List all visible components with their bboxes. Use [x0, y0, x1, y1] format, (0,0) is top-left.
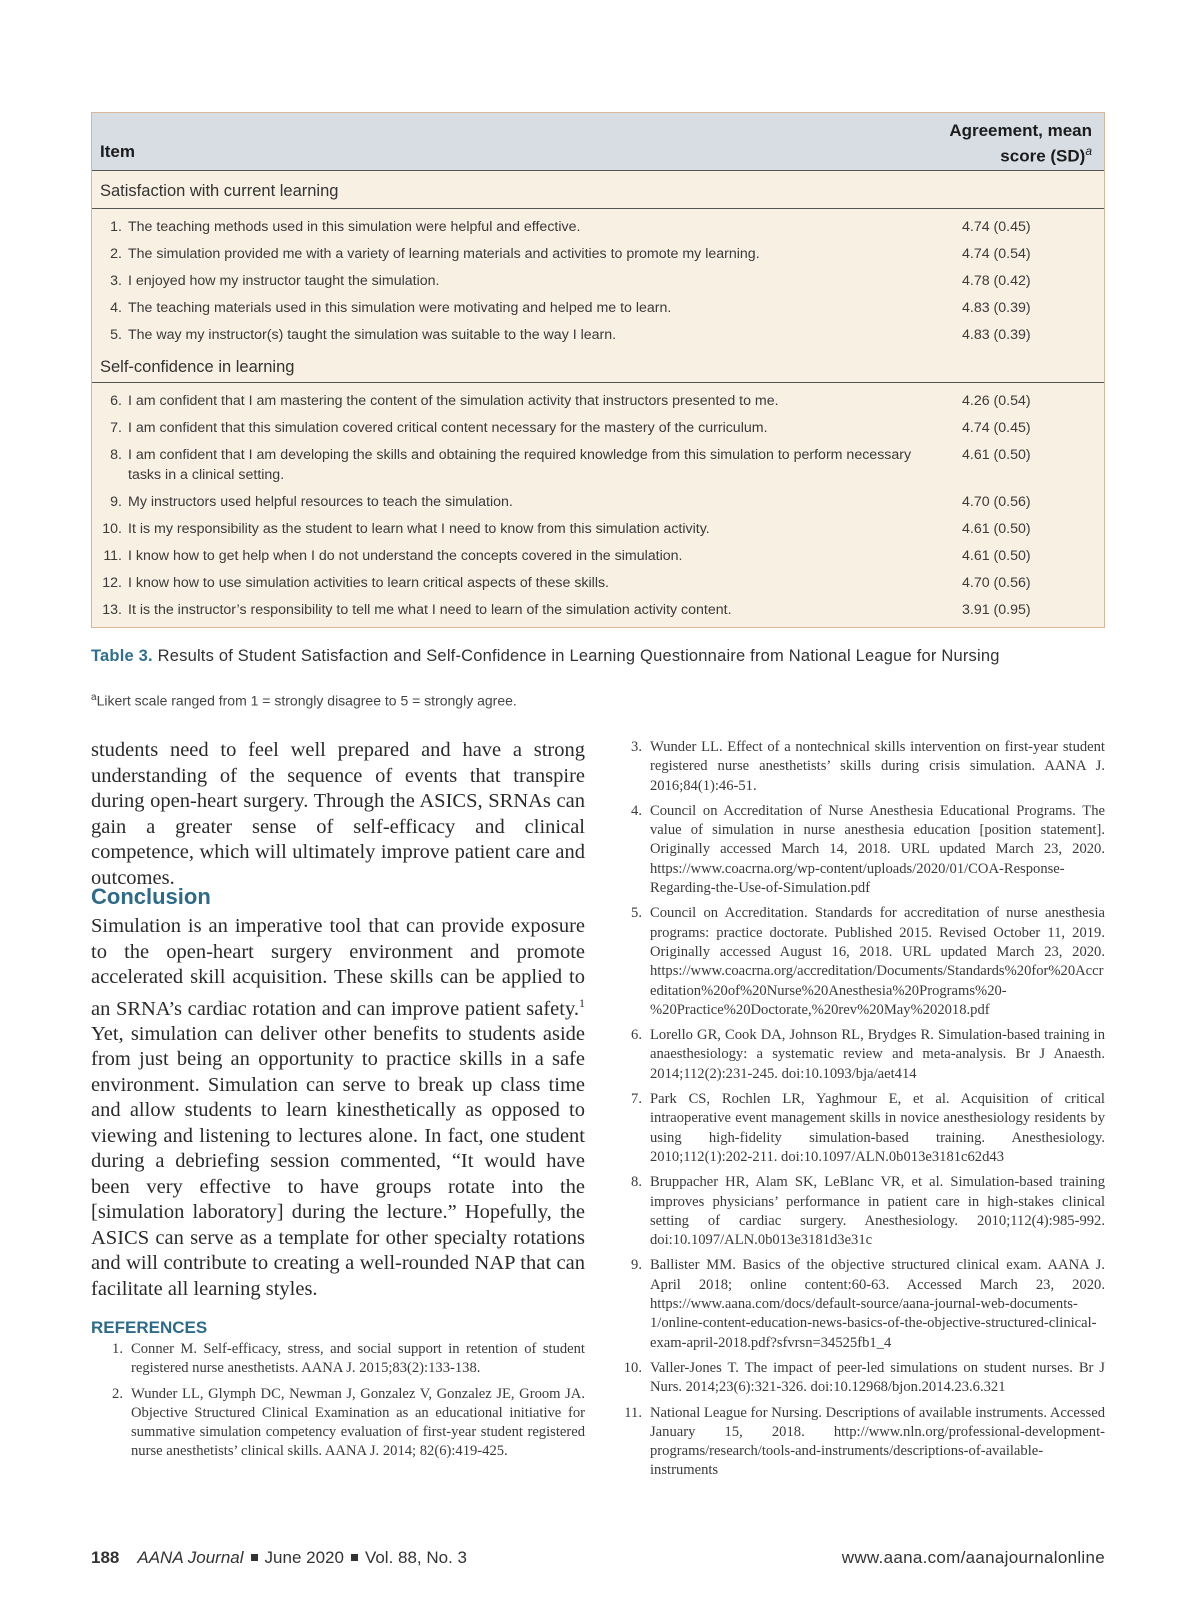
- reference-item: 8. Bruppacher HR, Alam SK, LeBlanc VR, et al. Simulation-based training improves physicians’ performance in patient care in high-stakes clinical setting of cardiac surgery. Anesthesiology. 2010;112(4):985-992. doi:10.1097/ALN.0b013e3181d3e31c: [631, 1174, 1105, 1249]
- table-row: 3. I enjoyed how my instructor taught the simulation. 4.78 (0.42): [110, 272, 1031, 289]
- page-footer-left: [91, 1548, 467, 1568]
- table-row: 11. I know how to get help when I do not understand the concepts covered in the simulation. 4.61 (0.50): [103, 547, 1031, 564]
- reference-item: 3. Wunder LL. Effect of a nontechnical skills intervention on first-year student registered nurse anesthetists’ skills during crisis simulation. AANA J. 2016;84(1):46-51.: [631, 739, 1105, 794]
- table-row: 7. I am confident that this simulation covered critical content necessary for the mastery of the curriculum. 4.74 (0.45): [110, 419, 1031, 436]
- table-row: 10. It is my responsibility as the student to learn what I need to know from this simulation activity. 4.61 (0.50): [102, 520, 1031, 537]
- reference-item: 2. Wunder LL, Glymph DC, Newman J, Gonzalez V, Gonzalez JE, Groom JA. Objective Structured Clinical Examination as an educational initiative for summative simulation competency evaluation of first-year student registered nurse anesthetists’ clinical skills. AANA J. 2014; 82(6):419-425.: [112, 1385, 585, 1460]
- table-row: 1. The teaching methods used in this simulation were helpful and effective. 4.74 (0.45): [110, 218, 1031, 235]
- conclusion-heading: Conclusion: [91, 884, 211, 909]
- section-satisfaction-rows: [92, 209, 1104, 352]
- reference-item: 1. Conner M. Self-efficacy, stress, and social support in retention of student registered nurse anesthetists. AANA J. 2015;83(2):133-138.: [112, 1341, 585, 1377]
- reference-item: 7. Park CS, Rochlen LR, Yaghmour E, et al. Acquisition of critical intraoperative event management skills in novice anesthesiology residents by using high-fidelity simulation-based training. Anesthesiology. 2010;112(1):202-211. doi:10.1097/ALN.0b013e3181c62d43: [631, 1091, 1105, 1165]
- section-self-confidence: Self-confidence in learning: [92, 352, 1104, 383]
- conclusion-paragraph: Simulation is an imperative tool that can provide exposure to the open-heart surgery environment and promote accelerated skill acquisition. These skills can be applied to an SRNA’s cardiac rotation and can improve patient safety.$^1$ Yet, simulation can deliver other benefits to students aside from just being an opportunity to practice skills in a safe environment. Simulation can serve to break up class time and allow students to learn kinesthetically as opposed to viewing and listening to lectures alone. In fact, one student during a debriefing session commented, “It would have been very effective to have groups rotate into the [simulation laboratory] during the lecture.” Hopefully, the ASICS can serve as a template for other specialty rotations and will contribute to creating a well-rounded NAP that can facilitate all learning styles.: [91, 915, 585, 1300]
- reference-item: 4. Council on Accreditation of Nurse Anesthesia Educational Programs. The value of simulation in nurse anesthesia education [position statement]. Originally accessed March 14, 2018. URL updated March 23, 2020. https://www.coacrna.org/wp-content/uploads/2020/01/COA-Response-Regarding-the-Use-of-Simulation.pdf: [631, 802, 1105, 897]
- table-caption: [91, 644, 1105, 668]
- table-footnote: $^a$Likert scale ranged from 1 = strongly disagree to 5 = strongly agree.: [91, 692, 517, 709]
- references-list-right: [610, 738, 1105, 1487]
- reference-item: 9. Ballister MM. Basics of the objective structured clinical exam. AANA J. April 2018; online content:60-63. Accessed March 23, 2020. https://www.aana.com/docs/default-source/aana-journal-web-documents-1/online-content-education-news-basics-of-the-objective-structured-clinical-exam-april-2018.pdf?sfvrsn=34525fb1_4: [631, 1257, 1105, 1351]
- table-row: 2. The simulation provided me with a variety of learning materials and activities to promote my learning. 4.74 (0.54): [110, 245, 1031, 262]
- table-row: 13. It is the instructor’s responsibility to tell me what I need to learn of the simulation activity content. 3.91 (0.95): [102, 601, 1031, 618]
- reference-item: 5. Council on Accreditation. Standards for accreditation of nurse anesthesia programs: practice doctorate. Published 2015. Revised October 11, 2019. Originally accessed August 16, 2018. URL updated March 23, 2020. https://www.coacrna.org/accreditation/Documents/Standards%20for%20Accreditation%20of%20Nurse%20Anesthesia%20Programs%20-%20Practice%20Doctorate,%20rev%20May%202018.pdf: [631, 905, 1105, 1018]
- reference-item: 6. Lorello GR, Cook DA, Johnson RL, Brydges R. Simulation-based training in anaesthesiology: a systematic review and meta-analysis. Br J Anaesth. 2014;112(2):231-245. doi:10.1093/bja/aet414: [631, 1027, 1105, 1082]
- section-satisfaction: Satisfaction with current learning: [92, 171, 1104, 209]
- table-row: 9. My instructors used helpful resources to teach the simulation. 4.70 (0.56): [110, 493, 1031, 510]
- intro-paragraph-block: [91, 738, 585, 891]
- journal-url[interactable]: www.aana.com/aanajournalonline: [841, 1548, 1105, 1567]
- references-list-left: [91, 1340, 585, 1468]
- table-row: 5. The way my instructor(s) taught the simulation was suitable to the way I learn. 4.83 (0.39): [110, 326, 1031, 343]
- reference-item: 11. National League for Nursing. Descriptions of available instruments. Accessed January 15, 2018. http://www.nln.org/professional-development-programs/research/tools-and-instruments/descriptions-of-available-instruments: [624, 1404, 1105, 1479]
- references-heading: REFERENCES: [91, 1318, 208, 1337]
- conclusion-block: [91, 914, 585, 1302]
- separator-square-icon: [351, 1554, 358, 1561]
- table-header: [92, 113, 1104, 171]
- table-row: 8. I am confident that I am developing the skills and obtaining the required knowledge from this simulation to perform necessary tasks in a clinical setting. 4.61 (0.50): [110, 446, 1031, 483]
- issue-date: June 2020: [264, 1548, 344, 1567]
- reference-item: 10. Valler-Jones T. The impact of peer-led simulations on student nurses. Br J Nurs. 2014;23(6):321-326. doi:10.12968/bjon.2014.23.6.321: [623, 1359, 1105, 1396]
- section-self-confidence-rows: [92, 383, 1104, 627]
- results-table: [91, 112, 1105, 628]
- table-row: 6. I am confident that I am mastering the content of the simulation activity that instructors presented to me. 4.26 (0.54): [110, 392, 1031, 409]
- table-row: 12. I know how to use simulation activities to learn critical aspects of these skills. 4.70 (0.56): [102, 574, 1031, 591]
- journal-name: AANA Journal: [137, 1548, 244, 1567]
- caption-label: Table 3.: [91, 647, 153, 665]
- intro-paragraph: students need to feel well prepared and have a strong understanding of the sequence of events that transpire during open-heart surgery. Through the ASICS, SRNAs can gain a greater sense of self-efficacy and clinical competence, which will ultimately improve patient care and outcomes.: [91, 739, 585, 889]
- separator-square-icon: [251, 1554, 258, 1561]
- header-agreement: Agreement, mean score (SD)$^a$: [949, 121, 1092, 166]
- caption-text: Results of Student Satisfaction and Self-Confidence in Learning Questionnaire from National League for Nursing: [157, 647, 1000, 665]
- header-item: Item: [100, 142, 135, 161]
- issue-volume: Vol. 88, No. 3: [364, 1548, 468, 1567]
- table-row: 4. The teaching materials used in this simulation were motivating and helped me to learn. 4.83 (0.39): [110, 299, 1031, 316]
- page-number: 188: [91, 1548, 120, 1567]
